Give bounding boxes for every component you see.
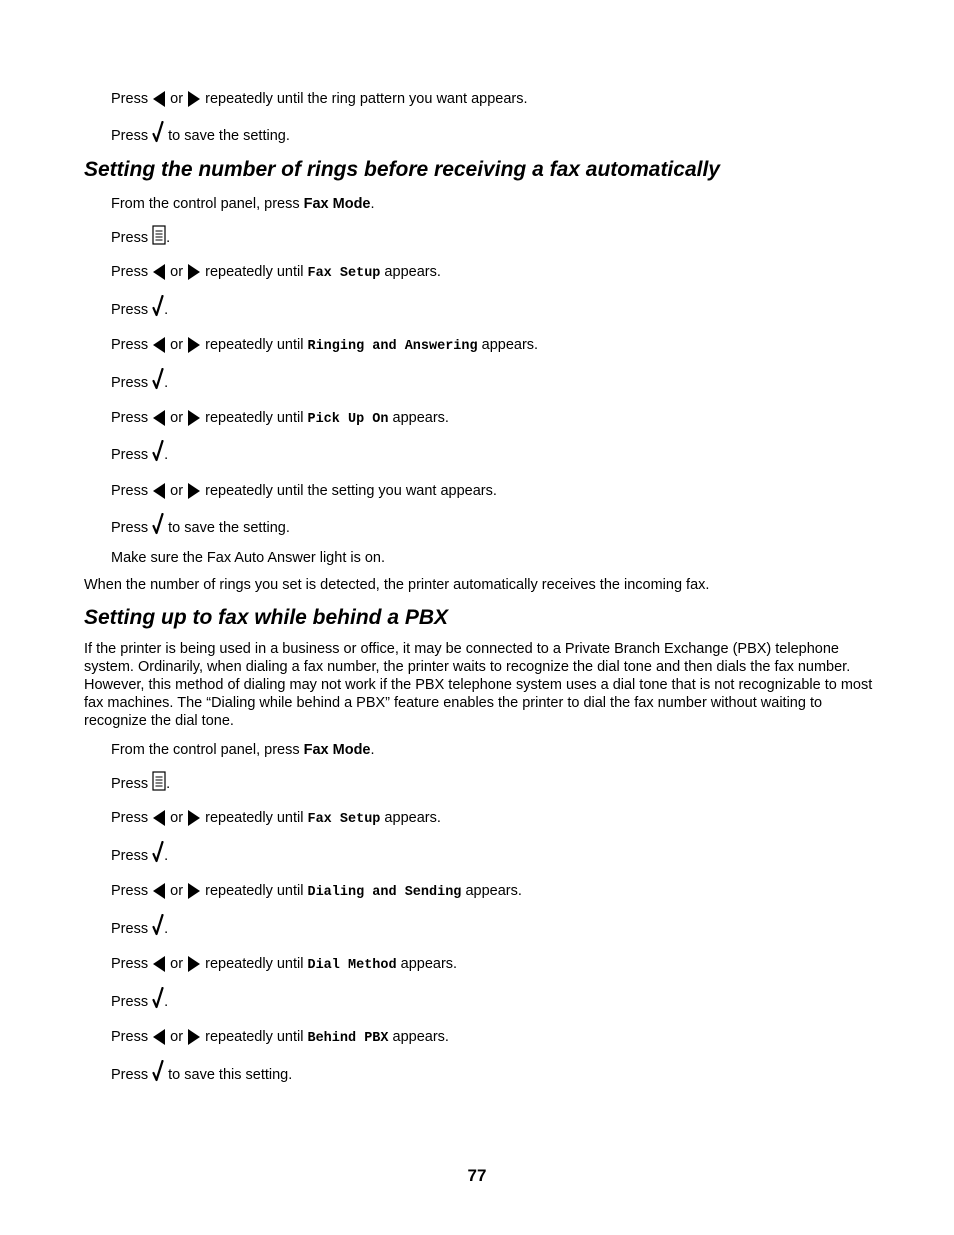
- section-heading: Setting the number of rings before receiving a fax automatically: [84, 158, 720, 181]
- checkmark-icon: [152, 922, 164, 936]
- step-text: Press: [111, 1029, 149, 1045]
- step-text: Press: [111, 91, 149, 107]
- left-arrow-icon: [152, 482, 166, 500]
- right-arrow-icon: [187, 809, 201, 827]
- step-text: Press: [111, 921, 149, 937]
- step-text: appears.: [388, 1029, 449, 1045]
- right-arrow-icon: [187, 482, 201, 500]
- step-text: to save the setting.: [168, 520, 290, 536]
- step-text: .: [164, 921, 169, 937]
- step-text: Press: [111, 128, 149, 144]
- step-text: Press: [111, 956, 149, 972]
- menu-option: Fax Setup: [307, 812, 381, 827]
- step-text: appears.: [477, 337, 539, 353]
- left-arrow-icon: [152, 1028, 166, 1046]
- step-text: .: [370, 196, 375, 212]
- step-text: .: [370, 742, 375, 758]
- menu-option: Ringing and Answering: [307, 339, 478, 354]
- menu-option: Behind PBX: [307, 1031, 389, 1046]
- step-text: or: [170, 1029, 184, 1045]
- step-text: From the control panel, press: [111, 196, 304, 212]
- step-text: Press: [111, 264, 149, 280]
- right-arrow-icon: [187, 90, 201, 108]
- step-text: .: [164, 848, 169, 864]
- intro-paragraph: If the printer is being used in a business or office, it may be connected to a Private Branch Exchange (PBX) telephone system. Ordinarily, when dialing a fax number, the printer waits to recognize the dial tone and then dials the fax number. However, this method of dialing may not work if the PBX telephone system uses a dial tone that is not recognizable to most fax machines. The “Dialing while behind a PBX” feature enables the printer to dial the fax number without waiting to recognize the dial tone.: [84, 641, 873, 729]
- step-text: From the control panel, press: [111, 742, 304, 758]
- right-arrow-icon: [187, 263, 201, 281]
- left-arrow-icon: [152, 409, 166, 427]
- step-text: repeatedly until: [205, 264, 308, 280]
- step-text: Press: [111, 848, 149, 864]
- step-text: Press: [111, 520, 149, 536]
- left-arrow-icon: [152, 336, 166, 354]
- checkmark-icon: [152, 849, 164, 863]
- step-text: repeatedly until the ring pattern you want appears.: [205, 91, 528, 107]
- step-text: repeatedly until: [205, 810, 308, 826]
- menu-option: Pick Up On: [307, 412, 389, 427]
- step-text: Press: [111, 375, 149, 391]
- left-arrow-icon: [152, 263, 166, 281]
- step-text: Press: [111, 883, 149, 899]
- step-text: .: [164, 447, 169, 463]
- step-text: or: [170, 483, 184, 499]
- step-text: appears.: [388, 410, 449, 426]
- right-arrow-icon: [187, 1028, 201, 1046]
- step-text: repeatedly until: [205, 1029, 308, 1045]
- step-text: Press: [111, 776, 149, 792]
- checkmark-icon: [152, 995, 164, 1009]
- step-text: or: [170, 810, 184, 826]
- left-arrow-icon: [152, 882, 166, 900]
- menu-icon: [152, 231, 166, 245]
- checkmark-icon: [152, 129, 164, 143]
- step-text: Press: [111, 994, 149, 1010]
- menu-icon: [152, 777, 166, 791]
- checkmark-icon: [152, 448, 164, 462]
- step-text: repeatedly until: [205, 410, 308, 426]
- step-text: appears.: [461, 883, 522, 899]
- checkmark-icon: [152, 521, 164, 535]
- step-text: .: [166, 776, 171, 792]
- step-text: appears.: [380, 810, 441, 826]
- button-name: Fax Mode: [303, 196, 371, 212]
- right-arrow-icon: [187, 336, 201, 354]
- step-text: appears.: [396, 956, 458, 972]
- step-text: Press: [111, 337, 149, 353]
- step-text: repeatedly until: [205, 956, 308, 972]
- step-text: Press: [111, 810, 149, 826]
- step-text: .: [166, 230, 171, 246]
- step-text: repeatedly until: [205, 337, 308, 353]
- step-text: repeatedly until the setting you want appears.: [205, 483, 497, 499]
- button-name: Fax Mode: [303, 742, 371, 758]
- step-text: Press: [111, 302, 149, 318]
- step-text: Press: [111, 230, 149, 246]
- checkmark-icon: [152, 376, 164, 390]
- step-text: or: [170, 337, 184, 353]
- note-paragraph: When the number of rings you set is detected, the printer automatically receives the incoming fax.: [84, 577, 710, 593]
- step-text: or: [170, 883, 184, 899]
- menu-option: Fax Setup: [307, 266, 381, 281]
- step-text: or: [170, 956, 184, 972]
- right-arrow-icon: [187, 882, 201, 900]
- step-text: or: [170, 91, 184, 107]
- step-text: repeatedly until: [205, 883, 308, 899]
- page-number: 77: [467, 1166, 487, 1185]
- left-arrow-icon: [152, 955, 166, 973]
- left-arrow-icon: [152, 809, 166, 827]
- step-text: Press: [111, 447, 149, 463]
- step-text: Press: [111, 483, 149, 499]
- step-text: Make sure the Fax Auto Answer light is on.: [111, 550, 386, 566]
- step-text: .: [164, 375, 169, 391]
- step-text: to save the setting.: [168, 128, 290, 144]
- step-text: Press: [111, 410, 149, 426]
- step-text: or: [170, 410, 184, 426]
- checkmark-icon: [152, 303, 164, 317]
- right-arrow-icon: [187, 409, 201, 427]
- section-heading: Setting up to fax while behind a PBX: [84, 606, 449, 629]
- right-arrow-icon: [187, 955, 201, 973]
- step-text: .: [164, 994, 169, 1010]
- step-text: or: [170, 264, 184, 280]
- checkmark-icon: [152, 1068, 164, 1082]
- step-text: .: [164, 302, 169, 318]
- menu-option: Dial Method: [307, 958, 397, 973]
- step-text: to save this setting.: [168, 1067, 293, 1083]
- step-text: Press: [111, 1067, 149, 1083]
- step-text: appears.: [380, 264, 441, 280]
- menu-option: Dialing and Sending: [307, 885, 462, 900]
- left-arrow-icon: [152, 90, 166, 108]
